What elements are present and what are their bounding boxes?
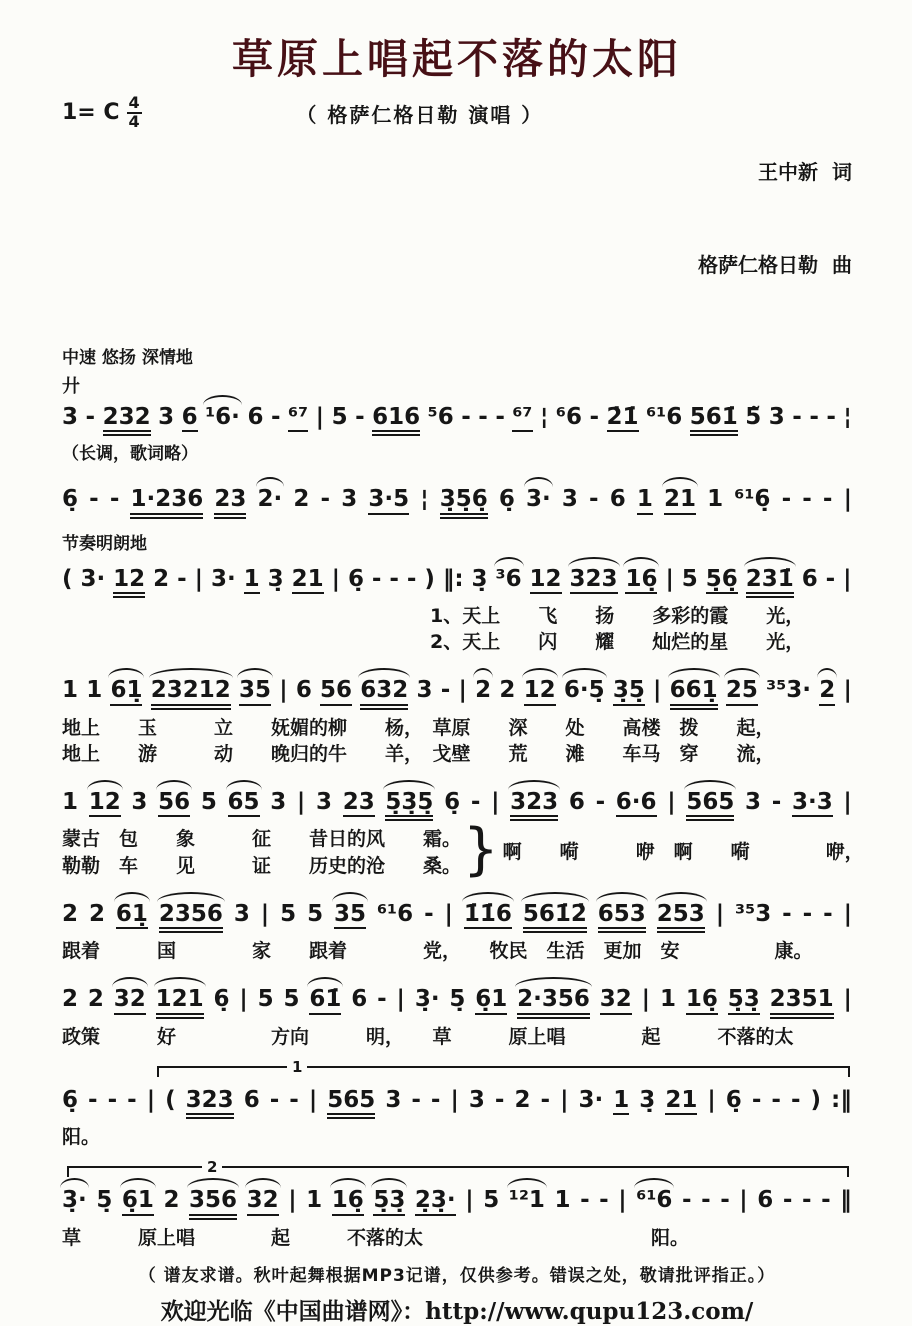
notation-token: | xyxy=(288,1187,297,1214)
lyrics-block xyxy=(62,938,852,964)
notation-token: - xyxy=(270,404,281,430)
notation-token: ³⁵3 xyxy=(735,900,772,927)
notation-token: | xyxy=(450,1086,459,1113)
notation-line xyxy=(62,474,852,518)
notation-token: - xyxy=(771,789,782,816)
notation-token: - xyxy=(790,1086,801,1113)
notation-token: 6 xyxy=(182,405,198,432)
notation-token: | xyxy=(641,986,651,1013)
notation-token: ⁶¹6 xyxy=(636,1187,673,1214)
notation-token: 3 xyxy=(385,1086,402,1113)
notation-token: 32 xyxy=(600,987,632,1014)
notation-token: 6̣ xyxy=(62,1086,79,1113)
notation-token: | xyxy=(296,789,306,816)
lyric-line: 政策 好 方向 明， 草 原上唱 起 不落的太 xyxy=(62,1025,794,1048)
notation-token: 1 xyxy=(62,677,79,704)
score-note: （长调，歌词略） xyxy=(62,444,198,465)
notation-token: 61̣ xyxy=(110,678,142,705)
notation-token: 6 xyxy=(757,1187,774,1214)
notation-token: ( xyxy=(62,565,73,592)
score xyxy=(62,376,864,1251)
notation-token: 5 xyxy=(257,986,274,1013)
notation-token: 3̣· xyxy=(414,986,440,1013)
notation-token: 6 xyxy=(568,789,585,816)
notation-token: | xyxy=(843,789,852,816)
notation-token: 25 xyxy=(726,678,758,705)
lyric-line: 地上 游 动 晚归的牛 羊， 戈壁 荒 滩 车马 穿 流， xyxy=(62,742,775,765)
music-system-8 xyxy=(62,1057,852,1151)
notation-token: ¦ xyxy=(420,486,429,513)
lyrics-block xyxy=(62,603,852,655)
notation-token: 3·3 xyxy=(792,790,833,817)
notation-token: 3· xyxy=(80,565,106,592)
notation-token: 6 xyxy=(801,565,818,592)
notation-token: - xyxy=(771,1086,781,1113)
time-signature xyxy=(127,95,142,131)
lyric-aside: 啊 嗬 咿 啊 嗬 咿， xyxy=(502,840,864,863)
notation-token: | xyxy=(396,986,405,1013)
notation-token: - xyxy=(177,565,187,592)
notation-token: - xyxy=(85,404,96,430)
notation-token: 56 xyxy=(158,790,190,817)
notation-token: - xyxy=(478,404,488,430)
notation-token: - xyxy=(377,986,387,1013)
notation-token: 3· xyxy=(210,565,236,592)
notation-token: 1 xyxy=(86,677,103,704)
notation-token: 6 xyxy=(247,404,264,430)
notation-token: 5̣ xyxy=(96,1187,113,1214)
notation-token: 561̇2̇ xyxy=(523,902,587,933)
notation-token: ‖ xyxy=(840,1187,852,1214)
notation-token: - xyxy=(389,565,399,592)
notation-token: 16̣ xyxy=(686,987,718,1014)
notation-token: | xyxy=(279,677,288,704)
notation-token: - xyxy=(406,565,417,592)
notation-line xyxy=(62,554,852,598)
notation-token: 6 xyxy=(243,1086,260,1113)
notation-token: - xyxy=(424,900,434,927)
notation-token: 2· xyxy=(257,486,283,513)
notation-token: 356 xyxy=(189,1188,237,1219)
notation-token: 2351 xyxy=(770,987,834,1018)
notation-token: 5 xyxy=(483,1187,500,1214)
notation-token: 21 xyxy=(664,487,696,514)
notation-token: ¹²1 xyxy=(508,1187,545,1214)
notation-token: | xyxy=(260,900,270,927)
notation-token: | xyxy=(239,986,248,1013)
notation-token: 6·5̣ xyxy=(563,677,605,704)
lyric-line: 勒勒 车 见 证 历史的沧 桑。 xyxy=(62,854,462,877)
notation-token: ⁶6 xyxy=(555,404,582,430)
notation-token: - xyxy=(88,1086,98,1113)
notation-token: 12 xyxy=(113,567,145,598)
notation-token: 61̇ xyxy=(309,987,341,1014)
notation-token: ⁵6 xyxy=(427,404,454,430)
notation-token: 3 xyxy=(768,404,785,430)
notation-token: 3 xyxy=(62,404,79,430)
notation-token: | xyxy=(707,1086,716,1113)
notation-token: 1̇1̇6 xyxy=(464,902,512,929)
notation-token: 32 xyxy=(247,1188,279,1215)
notation-token: 2·356 xyxy=(517,987,590,1018)
notation-token: - xyxy=(127,1086,137,1113)
notation-token: - xyxy=(681,1187,692,1214)
notation-token: - xyxy=(440,677,451,704)
lyrics-block xyxy=(62,1024,852,1050)
notation-token: 3̣ xyxy=(471,565,488,592)
notation-token: 3 xyxy=(131,789,148,816)
notation-token: | xyxy=(315,404,325,430)
notation-token: 5 xyxy=(681,565,698,592)
notation-token: 6·6 xyxy=(616,790,657,817)
lyrics-block xyxy=(62,826,461,878)
notation-token: 3 xyxy=(158,404,175,430)
notation-token: 2 xyxy=(293,486,310,513)
music-system-1 xyxy=(62,378,852,464)
notation-token: | xyxy=(843,986,852,1013)
notation-token: - xyxy=(371,565,382,592)
lyric-line: 蒙古 包 象 征 昔日的风 霜。 xyxy=(62,828,462,851)
footer-site: 欢迎光临《中国曲谱网》：http://www.qupu123.com/ xyxy=(160,1297,754,1325)
notation-token: - xyxy=(802,486,812,513)
notation-token: - xyxy=(430,1086,441,1113)
notation-token: 2̇1̇ xyxy=(607,405,639,432)
notation-token: 3̣ xyxy=(639,1086,656,1113)
notation-token: 6 xyxy=(351,986,368,1013)
notation-token: 3 xyxy=(745,789,762,816)
notation-token: | xyxy=(843,486,852,513)
notation-token: 5̣3̣5̣ xyxy=(385,790,433,821)
notation-token: 2 xyxy=(87,986,104,1013)
notation-token: 12 xyxy=(524,678,556,705)
notation-token: - xyxy=(825,565,836,592)
header-row xyxy=(62,95,852,343)
notation-token: ( xyxy=(165,1086,176,1113)
meter-numerator: 4 xyxy=(128,93,140,112)
notation-token: 3·5 xyxy=(368,487,409,514)
notation-token: - xyxy=(580,1187,590,1214)
lyrics-row xyxy=(62,817,864,883)
notation-token: 2 xyxy=(514,1086,531,1113)
notation-token: 23212 xyxy=(151,678,231,709)
notation-token: | xyxy=(667,789,676,816)
notation-token: 253 xyxy=(657,902,705,933)
tempo-marking: 中速 悠扬 深情地 xyxy=(62,348,193,368)
notation-token: 5̣3̣ xyxy=(373,1188,405,1215)
volta-number: 2 xyxy=(202,1158,222,1176)
notation-token: 2 xyxy=(62,900,79,927)
notation-token: 1 xyxy=(554,1187,571,1214)
notation-token: ) xyxy=(424,565,435,592)
song-title: 草原上唱起不落的太阳 xyxy=(232,35,682,83)
notation-token: - xyxy=(720,1187,730,1214)
notation-token: - xyxy=(470,789,481,816)
notation-token: 121 xyxy=(156,987,204,1018)
notation-token: - xyxy=(822,486,833,513)
notation-token: 323 xyxy=(570,567,618,594)
notation-token: 23 xyxy=(343,790,375,817)
notation-token: 6 xyxy=(609,486,626,513)
notation-token: | xyxy=(560,1086,569,1113)
notation-token: - xyxy=(802,900,813,927)
notation-token: 3 xyxy=(468,1086,485,1113)
performer-credit: （ 格萨仁格日勒 演唱 ） xyxy=(296,103,544,127)
notation-token: 653 xyxy=(598,902,646,933)
notation-token: 1 xyxy=(306,1187,323,1214)
lyric-line: 阳。 xyxy=(62,1126,101,1149)
notation-token: 232 xyxy=(103,405,151,436)
credits xyxy=(698,95,852,343)
notation-token: 5 xyxy=(200,789,217,816)
notation-line xyxy=(62,889,852,933)
notation-token: 3̣· xyxy=(62,1187,87,1214)
notation-token: 3 xyxy=(416,677,433,704)
notation-token: | xyxy=(458,677,467,704)
music-system-3 xyxy=(62,529,852,656)
notation-token: 5̣3̣ xyxy=(728,987,760,1014)
lyric-line: 地上 玉 立 妩媚的柳 杨， 草原 深 处 高楼 拨 起， xyxy=(62,716,775,739)
notation-token: - xyxy=(355,404,365,430)
notation-token: 3 xyxy=(270,789,287,816)
notation-token: 6 xyxy=(295,677,312,704)
notation-token: ‖: xyxy=(442,565,464,592)
notation-token: 6̣ xyxy=(444,789,461,816)
notation-token: 3̣5̣ xyxy=(613,678,645,705)
music-system-9 xyxy=(62,1160,852,1251)
notation-token: 5̃ xyxy=(745,404,762,430)
notation-token: - xyxy=(821,1187,831,1214)
notation-token: 35 xyxy=(239,678,271,705)
notation-token: 3 xyxy=(341,486,358,513)
notation-token: 3· xyxy=(526,486,551,513)
notation-token: 323 xyxy=(186,1088,234,1119)
lyric-line: 1、天上 飞 扬 多彩的霞 光， xyxy=(430,604,805,627)
notation-token: - xyxy=(792,404,802,430)
notation-token: | xyxy=(843,900,852,927)
key-signature xyxy=(62,95,142,131)
notation-token: - xyxy=(782,1187,793,1214)
lyric-brace: } xyxy=(463,817,499,883)
notation-token: - xyxy=(494,1086,505,1113)
notation-token: | xyxy=(739,1187,748,1214)
notation-token: 3 xyxy=(233,900,250,927)
notation-token: - xyxy=(823,900,833,927)
music-system-5 xyxy=(62,777,864,883)
notation-token: - xyxy=(540,1086,551,1113)
notation-token: - xyxy=(495,404,505,430)
notation-token: 2 xyxy=(88,900,105,927)
notation-token: 35 xyxy=(334,902,366,929)
section-label: 节奏明朗地 xyxy=(62,533,147,554)
notation-token: 61̣ xyxy=(116,902,148,929)
notation-token: | xyxy=(194,565,204,592)
notation-token: - xyxy=(589,404,600,430)
notation-token: ³⁵3· xyxy=(766,677,812,704)
notation-token: 3̣5̣6̣ xyxy=(440,487,488,518)
notation-token: 1 xyxy=(659,986,676,1013)
music-system-4 xyxy=(62,665,852,767)
notation-token: - xyxy=(599,1187,609,1214)
notation-token: | xyxy=(465,1187,474,1214)
lyric-line: 2、天上 闪 耀 灿烂的星 光， xyxy=(430,631,805,654)
notation-token: ⁶¹6 xyxy=(376,900,414,927)
notation-token: | xyxy=(444,900,453,927)
notation-token: ) xyxy=(810,1086,822,1113)
notation-token: | xyxy=(618,1187,627,1214)
volta-bracket-2 xyxy=(67,1158,849,1177)
notation-token: ¦ xyxy=(843,404,852,430)
notation-token: 565 xyxy=(686,790,734,821)
notation-token: ³6 xyxy=(495,565,522,592)
footer xyxy=(62,1261,852,1326)
footer-note: （ 谱友求谱。秋叶起舞根据MP3记谱，仅供参考。错误之处，敬请批评指正。） xyxy=(138,1265,776,1286)
notation-token: 5̣6̣ xyxy=(706,567,738,594)
notation-token: 5 xyxy=(280,900,297,927)
notation-token: 616 xyxy=(372,405,420,436)
music-system-2 xyxy=(62,474,852,518)
notation-token: 6̣ xyxy=(62,486,79,513)
composer-credit: 格萨仁格日勒 曲 xyxy=(698,253,852,277)
notation-token: - xyxy=(801,1187,812,1214)
volta-bracket-1 xyxy=(157,1057,850,1077)
notation-token: | xyxy=(843,565,852,592)
notation-token: 6̣1 xyxy=(475,987,507,1014)
notation-token: 56 xyxy=(320,678,352,705)
notation-token: 5 xyxy=(283,986,300,1013)
notation-token: - xyxy=(826,404,836,430)
notation-token: - xyxy=(589,486,599,513)
notation-token: - xyxy=(320,486,331,513)
notation-token: 1 xyxy=(244,567,260,594)
notation-token: 6̣ xyxy=(347,565,364,592)
notation-token: - xyxy=(109,486,120,513)
notation-token: - xyxy=(782,900,792,927)
notation-token: 12 xyxy=(530,567,562,594)
notation-token: ⁶¹6̣ xyxy=(734,486,771,513)
notation-token: ⁶⁷ xyxy=(512,405,532,432)
key-label: 1= C xyxy=(62,100,120,126)
notation-line xyxy=(62,974,852,1018)
notation-token: | xyxy=(146,1086,156,1113)
notation-token: | xyxy=(843,677,852,704)
notation-token: 2356 xyxy=(159,902,223,933)
lyrics-block xyxy=(62,715,852,767)
notation-token: 565 xyxy=(327,1088,375,1119)
notation-token: 6̣ xyxy=(498,486,515,513)
notation-token: ¹6· xyxy=(205,404,240,430)
notation-token: - xyxy=(781,486,792,513)
notation-token: 1·236 xyxy=(130,487,203,518)
volta-number: 1 xyxy=(287,1058,307,1076)
notation-line xyxy=(62,777,852,821)
lyrics-block xyxy=(62,1225,852,1251)
notation-line xyxy=(62,392,852,436)
notation-token: - xyxy=(461,404,471,430)
notation-token: 16̣ xyxy=(332,1188,364,1215)
notation-token: 65 xyxy=(228,790,260,817)
notation-token: 6̣ xyxy=(213,986,230,1013)
lyric-line: 草 原上唱 起 不落的太 阳。 xyxy=(62,1226,690,1249)
notation-token: 3 xyxy=(316,789,333,816)
notation-token: 2 xyxy=(153,565,170,592)
meter-denominator: 4 xyxy=(128,111,140,131)
notation-token: 2 xyxy=(499,677,516,704)
notation-token: 323 xyxy=(510,790,558,821)
notation-token: 3̣ xyxy=(267,565,284,592)
notation-token: 1 xyxy=(707,486,724,513)
notation-token: 2 xyxy=(475,677,492,704)
notation-line xyxy=(62,665,852,709)
notation-token: 6̣1 xyxy=(122,1188,154,1215)
notation-token: 2 xyxy=(163,1187,180,1214)
notation-token: | xyxy=(331,565,340,592)
notation-token: 21 xyxy=(665,1088,697,1115)
notation-token: 1 xyxy=(62,789,79,816)
notation-token: - xyxy=(751,1086,762,1113)
notation-token: | xyxy=(491,789,500,816)
notation-token: | xyxy=(308,1086,318,1113)
notation-token: 3 xyxy=(561,486,578,513)
notation-token: ⁶⁷ xyxy=(288,405,308,432)
lyricist-credit: 王中新 词 xyxy=(758,160,852,184)
notation-token: 16̣ xyxy=(625,567,657,594)
notation-token: | xyxy=(715,900,725,927)
notation-token: 5 xyxy=(307,900,324,927)
notation-token: - xyxy=(411,1086,421,1113)
notation-token: - xyxy=(269,1086,280,1113)
notation-token: 1 xyxy=(613,1088,629,1115)
notation-token: 2̣3̣· xyxy=(415,1188,456,1215)
lyric-line: 跟着 国 家 跟着 党， 牧民 生活 更加 安 康。 xyxy=(62,940,813,963)
notation-token: 661̣ xyxy=(670,678,718,709)
notation-token: 1 xyxy=(637,487,653,514)
notation-token: 6̣ xyxy=(725,1086,742,1113)
notation-token: - xyxy=(809,404,819,430)
lyrics-block xyxy=(62,1124,852,1150)
notation-token: 5 xyxy=(331,404,348,430)
notation-token: 2 xyxy=(819,678,835,705)
notation-token: - xyxy=(89,486,99,513)
notation-token: 12 xyxy=(89,790,121,817)
notation-token: 32 xyxy=(114,987,146,1014)
notation-token: ⁶¹6 xyxy=(646,404,683,430)
notation-token: 2 xyxy=(62,986,79,1013)
notation-token: 23 xyxy=(214,487,246,518)
notation-token: 561̇ xyxy=(690,405,738,436)
notation-token: 21 xyxy=(292,567,324,594)
music-system-7 xyxy=(62,974,852,1050)
notation-token: - xyxy=(107,1086,118,1113)
notation-token: 231̇ xyxy=(746,567,794,598)
notation-token: :‖ xyxy=(831,1086,852,1113)
notation-token: - xyxy=(289,1086,299,1113)
notation-token: - xyxy=(701,1187,711,1214)
notation-token: | xyxy=(665,565,674,592)
notation-token: | xyxy=(653,677,662,704)
notation-token: ¦ xyxy=(540,404,549,430)
hand-mark: 廾 xyxy=(62,376,80,397)
notation-token: 5̣ xyxy=(449,986,466,1013)
notation-token: - xyxy=(595,789,606,816)
notation-token: 632 xyxy=(360,678,408,709)
notation-token: 3· xyxy=(578,1086,604,1113)
music-system-6 xyxy=(62,889,852,965)
